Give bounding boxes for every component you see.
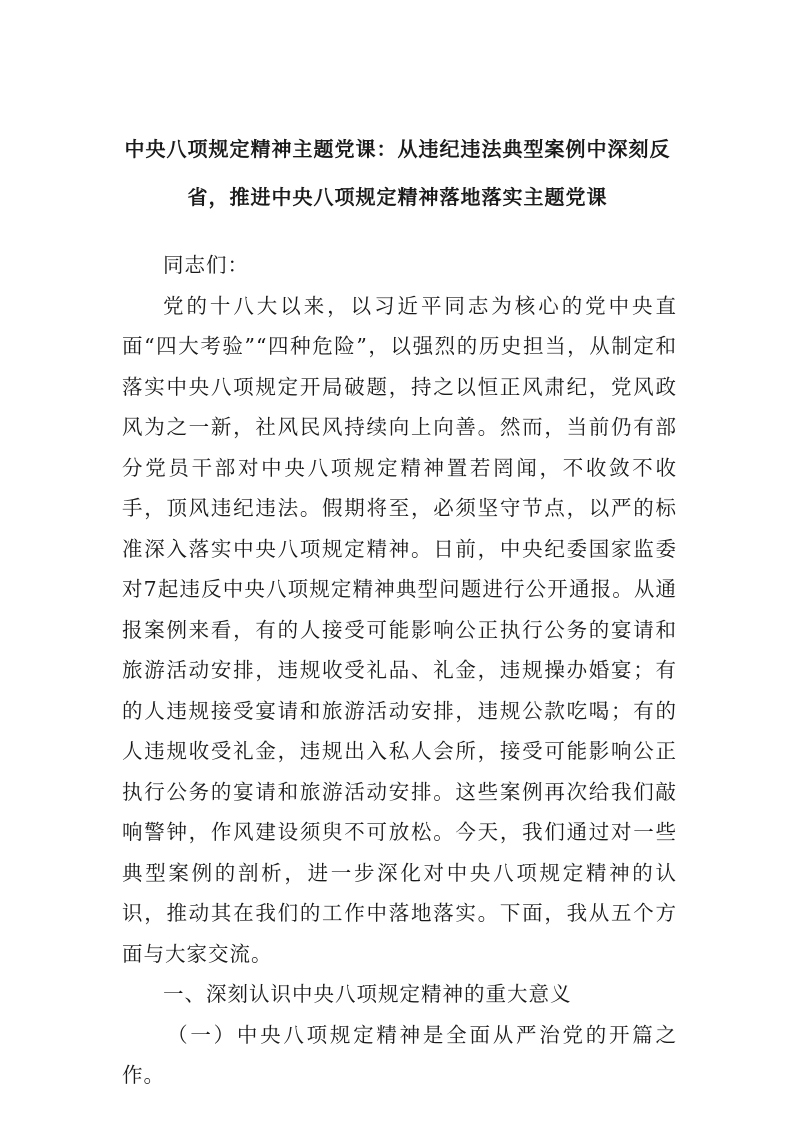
paragraph: 党的十八大以来，以习近平同志为核心的党中央直面“四大考验”“四种危险”，以强烈的历史担当，从制定和落实中央八项规定开局破题，持之以恒正风肃纪，党风政风为之一新，社风民风持续向上向善。然而，当前仍有部分党员干部对中央八项规定精神置若罔闻，不收敛不收手，顶风违纪违法。假期将至，必须坚守节点，以严的标准深入落实中央八项规定精神。日前，中央纪委国家监委对7起违反中央八项规定精神典型问题进行公开通报。从通报案例来看，有的人接受可能影响公正执行公务的宴请和旅游活动安排，违规收受礼品、礼金，违规操办婚宴；有的人违规接受宴请和旅游活动安排，违规公款吃喝；有的人违规收受礼金，违规出入私人会所，接受可能影响公正执行公务的宴请和旅游活动安排。这些案例再次给我们敲响警钟，作风建设须臾不可放松。今天，我们通过对一些典型案例的剖析，进一步深化对中央八项规定精神的认识，推动其在我们的工作中落地落实。下面，我从五个方面与大家交流。 <box>122 293 677 966</box>
section-heading: 一、深刻认识中央八项规定精神的重大意义 <box>163 982 572 1006</box>
document-body <box>122 245 677 1096</box>
subsection-heading: （一）中央八项规定精神是全面从严治党的开篇之作。 <box>122 1022 677 1087</box>
document-title: 中央八项规定精神主题党课：从违纪违法典型案例中深刻反省，推进中央八项规定精神落地落实主题党课 <box>124 137 671 209</box>
salutation: 同志们： <box>163 253 249 277</box>
